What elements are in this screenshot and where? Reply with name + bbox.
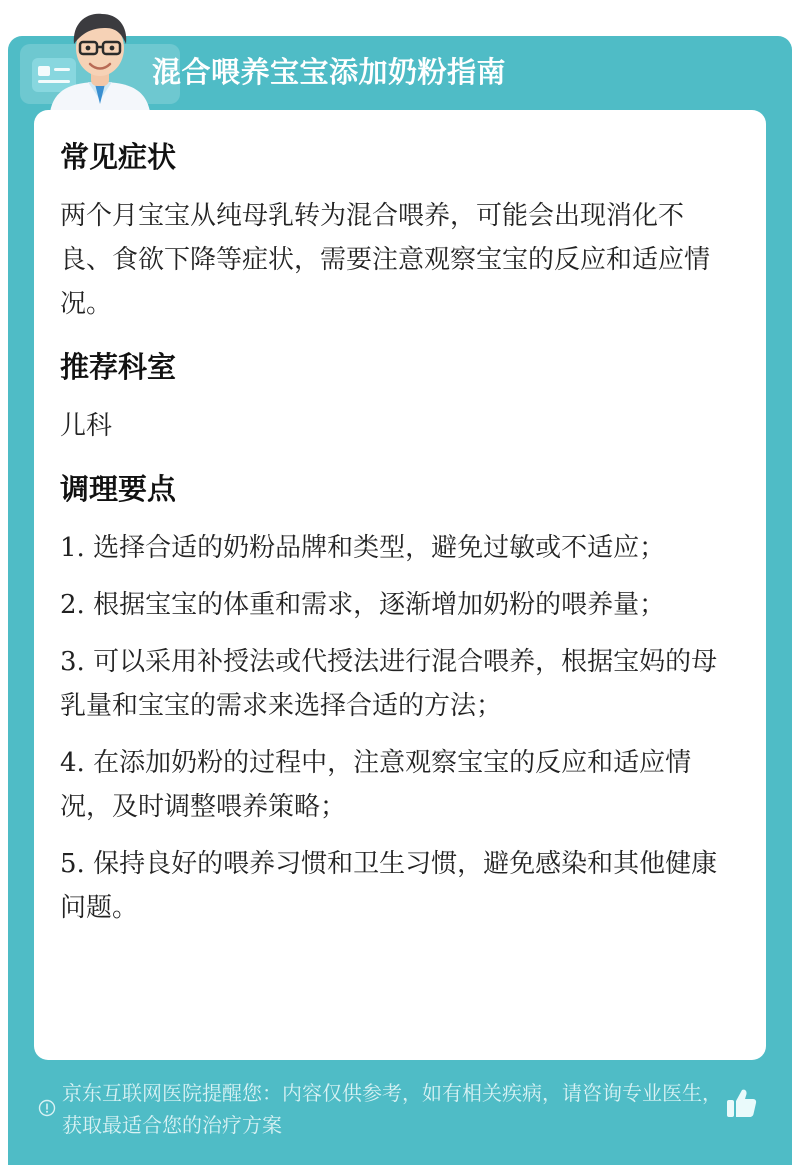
content-body [60,134,730,943]
footer-disclaimer: 京东互联网医院提醒您：内容仅供参考，如有相关疾病，请咨询专业医生，获取最适合您的治疗方案 [62,1081,722,1137]
list-item: 1. 选择合适的奶粉品牌和类型，避免过敏或不适应； [60,533,666,563]
department-title: 推荐科室 [60,350,177,384]
info-icon [38,1099,56,1117]
content-card [34,110,766,1060]
page-title: 混合喂养宝宝添加奶粉指南 [152,55,507,89]
list-item: 2. 根据宝宝的体重和需求，逐渐增加奶粉的喂养量； [60,590,666,620]
care-list [60,526,730,930]
department-text: 儿科 [60,411,113,441]
symptoms-title: 常见症状 [60,140,177,174]
list-item: 5. 保持良好的喂养习惯和卫生习惯，避免感染和其他健康问题。 [60,849,718,923]
thumbs-up-icon[interactable] [724,1086,758,1120]
list-item: 3. 可以采用补授法或代授法进行混合喂养，根据宝妈的母乳量和宝宝的需求来选择合适的方法； [60,647,718,721]
care-title: 调理要点 [60,472,177,506]
doctor-avatar [40,4,160,112]
symptoms-text: 两个月宝宝从纯母乳转为混合喂养，可能会出现消化不良、食欲下降等症状，需要注意观察宝宝的反应和适应情况。 [60,201,711,319]
list-item: 4. 在添加奶粉的过程中，注意观察宝宝的反应和适应情况，及时调整喂养策略； [60,748,692,822]
